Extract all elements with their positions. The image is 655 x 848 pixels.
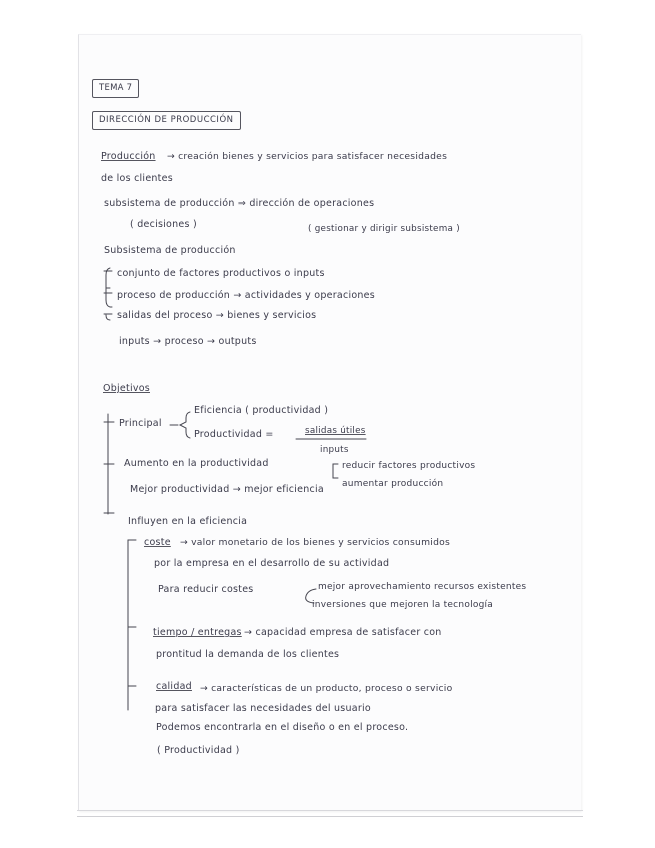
objetivos-heading: Objetivos <box>103 383 150 394</box>
reducir-costes: Para reducir costes <box>158 584 254 595</box>
calidad-definition: → características de un producto, proceso o servicio <box>200 683 453 694</box>
calidad-definition-cont: para satisfacer las necesidades del usuario <box>155 703 371 714</box>
gestionar-note: ( gestionar y dirigir subsistema ) <box>308 224 460 234</box>
term-produccion: Producción <box>101 151 156 162</box>
page-title: DIRECCIÓN DE PRODUCCIÓN <box>92 111 241 130</box>
productividad-label: Productividad = <box>194 429 274 440</box>
subsistema-item-1: conjunto de factores productivos o inputs <box>117 268 325 279</box>
topic-label: TEMA 7 <box>92 79 139 98</box>
eficiencia-line: Eficiencia ( productividad ) <box>194 405 329 416</box>
coste-definition: → valor monetario de los bienes y servicios consumidos <box>180 537 451 548</box>
inversiones-tecnologia: inversiones que mejoren la tecnología <box>312 600 494 610</box>
principal-label: Principal <box>119 418 162 429</box>
coste-definition-cont: por la empresa en el desarrollo de su actividad <box>154 558 390 569</box>
mejor-aprovechamiento: mejor aprovechamiento recursos existentes <box>318 582 527 592</box>
calidad-term: calidad <box>156 681 192 692</box>
subsistema-heading: Subsistema de producción <box>104 245 236 256</box>
decisiones-note: ( decisiones ) <box>130 219 197 230</box>
aumento-line: Aumento en la productividad <box>124 458 269 469</box>
calidad-productividad: ( Productividad ) <box>157 745 240 756</box>
subsistema-item-3: salidas del proceso → bienes y servicios <box>117 310 317 321</box>
definition-produccion: → creación bienes y servicios para satisfacer necesidades <box>167 151 448 162</box>
reducir-factores: reducir factores productivos <box>342 461 476 471</box>
subsistema-item-2: proceso de producción → actividades y operaciones <box>117 290 375 301</box>
calidad-note: Podemos encontrarla en el diseño o en el proceso. <box>156 722 409 733</box>
subsistema-line: subsistema de producción ⇒ dirección de operaciones <box>104 198 375 209</box>
tiempo-term: tiempo / entregas <box>153 627 242 638</box>
tiempo-definition: → capacidad empresa de satisfacer con <box>244 627 442 638</box>
aumentar-produccion: aumentar producción <box>342 479 444 489</box>
definition-produccion-cont: de los clientes <box>101 173 173 184</box>
influyen-heading: Influyen en la eficiencia <box>128 516 248 527</box>
coste-term: coste <box>144 537 171 548</box>
mejor-productividad: Mejor productividad → mejor eficiencia <box>130 484 324 495</box>
fraction-denominator: inputs <box>320 445 349 455</box>
inputs-outputs-line: inputs → proceso → outputs <box>119 336 257 347</box>
tiempo-definition-cont: prontitud la demanda de los clientes <box>156 649 340 660</box>
fraction-numerator: salidas útiles <box>305 426 366 436</box>
